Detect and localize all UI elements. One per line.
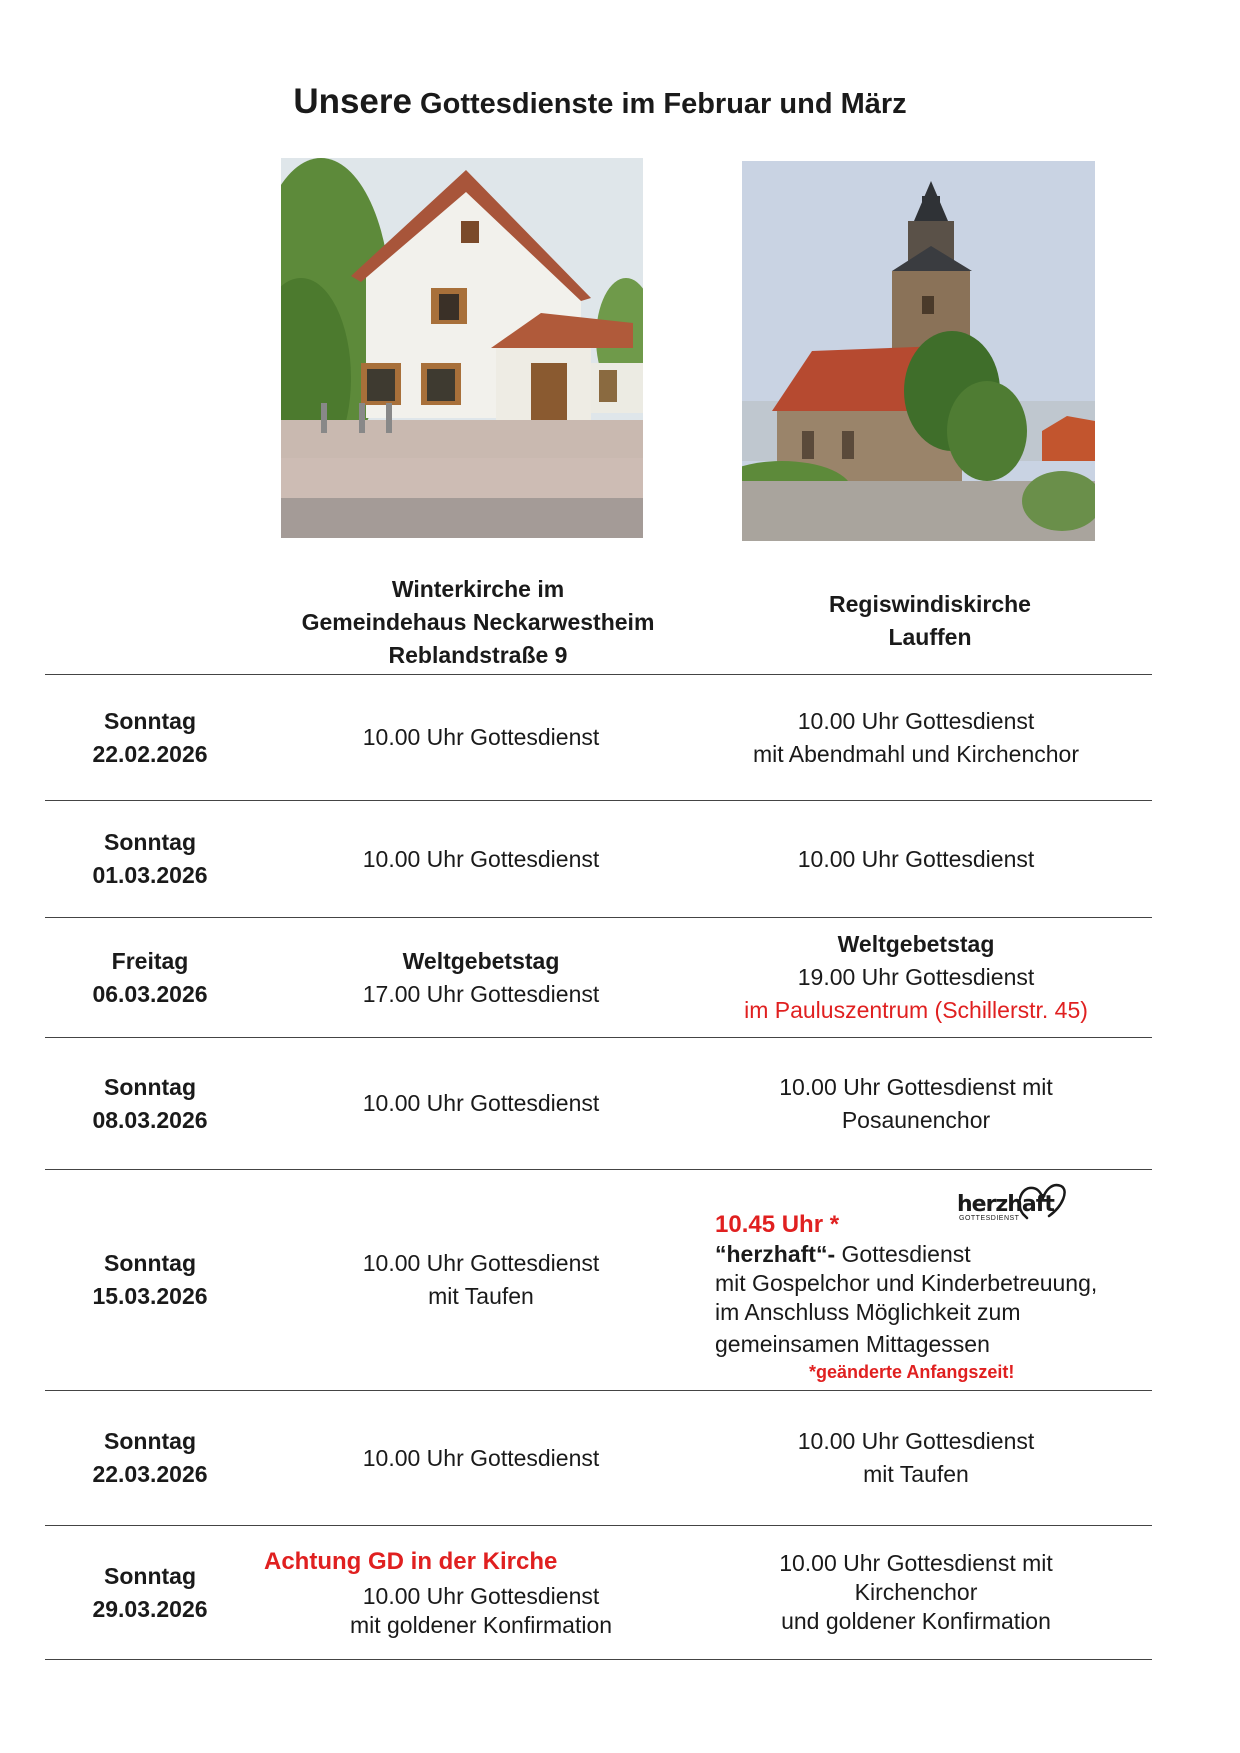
table-divider — [45, 1659, 1152, 1660]
weekday: Sonntag — [104, 1562, 196, 1589]
date-cell — [45, 1038, 255, 1169]
weekday: Sonntag — [104, 707, 196, 734]
title-rest: Gottesdienste im Februar und März — [420, 88, 907, 120]
table-row — [45, 918, 1152, 1037]
winterkirche-cell — [255, 1391, 707, 1525]
gemeindehaus-photo — [281, 158, 643, 538]
service-text: im Anschluss Möglichkeit zum — [715, 1299, 1021, 1325]
weekday: Freitag — [111, 947, 189, 974]
page-title — [0, 82, 1200, 122]
date: 29.03.2026 — [92, 1595, 208, 1622]
service-text: mit goldener Konfirmation — [349, 1611, 613, 1638]
winterkirche-cell — [255, 1038, 707, 1169]
service-text: 19.00 Uhr Gottesdienst — [797, 964, 1035, 990]
column-header-winterkirche — [252, 573, 704, 672]
weekday: Sonntag — [104, 829, 196, 855]
service-heading: Weltgebetstag — [837, 931, 995, 957]
service-text: 10.00 Uhr Gottesdienst — [362, 1250, 600, 1276]
winterkirche-cell — [255, 1170, 707, 1390]
service-text: 10.00 Uhr Gottesdienst mit — [779, 1073, 1053, 1100]
column-header-line: Reblandstraße 9 — [388, 642, 568, 668]
weekday: Sonntag — [104, 1428, 196, 1454]
weekday: Sonntag — [104, 1250, 196, 1276]
winterkirche-cell — [255, 675, 707, 800]
table-row — [45, 1038, 1152, 1169]
title-first-word: Unsere — [293, 82, 412, 121]
date: 01.03.2026 — [92, 862, 208, 888]
herzhaft-logo — [957, 1178, 1067, 1224]
service-text: 10.00 Uhr Gottesdienst — [362, 1090, 600, 1116]
winterkirche-cell — [255, 1526, 707, 1659]
table-row — [45, 801, 1152, 917]
herzhaft-logo-subtitle: GOTTESDIENST — [959, 1215, 1020, 1222]
service-name-rest: Gottesdienst — [835, 1241, 971, 1267]
regiswindiskirche-cell — [710, 1526, 1122, 1659]
regiswindiskirche-cell — [710, 675, 1122, 800]
date-cell — [45, 1391, 255, 1525]
weekday: Sonntag — [104, 1073, 196, 1100]
service-text: mit Abendmahl und Kirchenchor — [752, 740, 1080, 767]
table-row — [45, 675, 1152, 800]
date: 08.03.2026 — [92, 1106, 208, 1133]
column-header-line: Winterkirche im — [391, 576, 565, 602]
service-text: Kirchenchor — [854, 1579, 978, 1605]
date-cell — [45, 1170, 255, 1390]
service-text: 10.00 Uhr Gottesdienst — [797, 845, 1035, 872]
column-header-line: Regiswindiskirche — [829, 591, 1031, 617]
regiswindiskirche-cell — [715, 1170, 1155, 1390]
service-text: mit Taufen — [428, 1283, 534, 1309]
regiswindiskirche-cell — [710, 801, 1122, 917]
date: 06.03.2026 — [92, 980, 208, 1007]
regiswindiskirche-photo — [742, 161, 1095, 541]
service-text: 10.00 Uhr Gottesdienst — [362, 1582, 600, 1609]
date-cell — [45, 918, 255, 1037]
service-text: und goldener Konfirmation — [781, 1608, 1051, 1634]
service-heading: Weltgebetstag — [402, 947, 560, 974]
date-cell — [45, 675, 255, 800]
date: 22.03.2026 — [92, 1461, 208, 1487]
column-header-line: Lauffen — [888, 624, 972, 650]
service-text: mit Gospelchor und Kinderbetreuung, — [715, 1270, 1098, 1296]
herzhaft-logo-word: herzhaft — [957, 1192, 1054, 1217]
service-text: 10.00 Uhr Gottesdienst — [797, 707, 1035, 734]
winterkirche-cell — [255, 801, 707, 917]
service-text: 10.00 Uhr Gottesdienst — [362, 724, 600, 750]
table-row — [45, 1391, 1152, 1525]
regiswindiskirche-cell — [710, 1038, 1122, 1169]
location-note: im Pauluszentrum (Schillerstr. 45) — [744, 997, 1088, 1023]
date-cell — [45, 1526, 255, 1659]
winterkirche-cell — [255, 918, 707, 1037]
service-text: 10.00 Uhr Gottesdienst — [362, 845, 600, 872]
date: 15.03.2026 — [92, 1283, 208, 1309]
regiswindiskirche-cell — [710, 1391, 1122, 1525]
service-name-line — [715, 1240, 971, 1269]
service-text: 10.00 Uhr Gottesdienst — [797, 1428, 1035, 1454]
location-alert: Achtung GD in der Kirche — [264, 1548, 558, 1575]
service-text: 10.00 Uhr Gottesdienst — [362, 1444, 600, 1471]
service-text: 10.00 Uhr Gottesdienst mit — [779, 1550, 1053, 1576]
table-row — [45, 1526, 1152, 1659]
column-header-regiswindiskirche — [740, 588, 1120, 654]
service-text: 17.00 Uhr Gottesdienst — [362, 980, 600, 1007]
changed-time-note: *geänderte Anfangszeit! — [809, 1362, 1015, 1382]
date: 22.02.2026 — [92, 740, 208, 767]
regiswindiskirche-cell — [710, 918, 1122, 1037]
service-text: mit Taufen — [863, 1461, 969, 1487]
herzhaft-name: “herzhaft“- — [715, 1241, 836, 1267]
service-text: Posaunenchor — [841, 1106, 991, 1133]
service-text: gemeinsamen Mittagessen — [715, 1331, 990, 1357]
heart-icon — [1019, 1178, 1067, 1224]
changed-start-time: 10.45 Uhr * — [715, 1211, 840, 1238]
column-header-line: Gemeindehaus Neckarwestheim — [301, 609, 655, 635]
date-cell — [45, 801, 255, 917]
